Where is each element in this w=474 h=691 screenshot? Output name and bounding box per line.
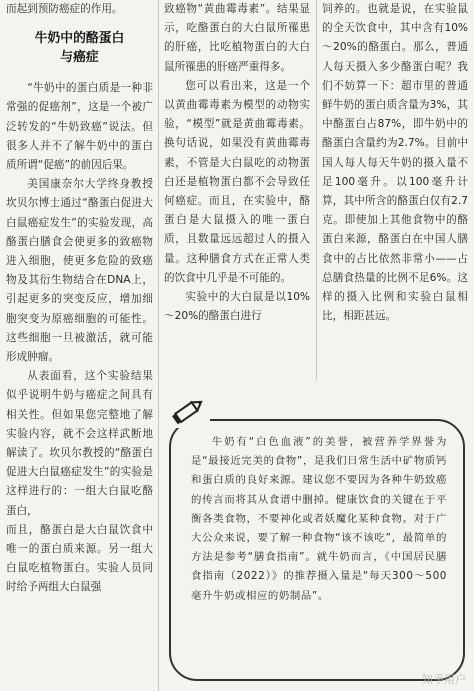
intro-text: 而起到预防癌症的作用。 bbox=[6, 3, 123, 15]
paragraph: 实验中的大白鼠是以10%～20%的酪蛋白进行 bbox=[164, 291, 310, 323]
paragraph: 美国康奈尔大学终身教授坎贝尔博士通过“酪蛋白促进大白鼠癌症发生”的实验发现，高酪蛋白膳食会使更多的致癌物进入细胞，使更多危险的致癌物及其衍生物结合在DNA上，引起更多的突变反应，增加细胞突变为原癌细胞的可能性。这些细胞一旦被激活，就可能形成肿瘤。 bbox=[6, 178, 153, 364]
column-divider bbox=[316, 0, 317, 380]
section-heading-line-1: 牛奶中的酪蛋白 bbox=[34, 31, 125, 47]
tip-box bbox=[169, 419, 465, 681]
text-column-3 bbox=[322, 0, 468, 326]
section-heading bbox=[6, 29, 153, 67]
watermark: 知乎用户 bbox=[422, 673, 466, 686]
section-heading-line-2: 与癌症 bbox=[60, 50, 99, 66]
column-divider bbox=[158, 0, 159, 691]
text-column-1 bbox=[6, 0, 153, 598]
paragraph: 饲养的。也就是说，在实验鼠的全天饮食中，其中含有10%～20%的酪蛋白。那么，普通人每天摄入多少酪蛋白呢？我们不妨算一下：超市里的普通鲜牛奶的蛋白质含量为3%，其中酪蛋白占87%，即牛奶中的酪蛋白含量约为2.7%。目前中国人每人每天牛奶的摄入量不足100毫升。以100毫升计算，其中所含的酪蛋白仅有2.7克。即使加上其他食物中的酪蛋白来源，酪蛋白在中国人膳食中的占比依然非常小——占总膳食热量的比例不足6%。这样的摄入比例和实验白鼠相比，相距甚远。 bbox=[322, 3, 468, 323]
paragraph: 致癌物“黄曲霉毒素”。结果显示，吃酪蛋白的大白鼠所罹患的肝癌，比吃植物蛋白的大白鼠所罹患的肝癌严重得多。 bbox=[164, 3, 310, 73]
paragraph: 您可以看出来，这是一个以黄曲霉毒素为模型的动物实验，“模型”就是黄曲霉毒素。换句话说，如果没有黄曲霉毒素，不管是大白鼠吃的动物蛋白还是植物蛋白都不会导致任何癌症。而且，在实验中，酪蛋白是大鼠摄入的唯一蛋白质，且数量远远超过人的摄入量。这种膳食方式在正常人类的饮食中几乎是不可能的。 bbox=[164, 79, 310, 284]
paragraph: 从表面看，这个实验结果似乎说明牛奶与癌症之间具有相关性。但如果您完整地了解实验内容，就不会这样武断地解读了。坎贝尔教授的“酪蛋白促进大白鼠癌症发生”的实验是这样进行的：一组大白鼠吃酪蛋白， bbox=[6, 370, 153, 517]
paragraph: “牛奶中的蛋白质是一种非常强的促癌剂”，这是一个被广泛转发的“牛奶致癌”说法。但很多人并不了解牛奶中的蛋白质所谓“促癌”的前因后果。 bbox=[6, 82, 153, 172]
tip-text: 牛奶有“白色血液”的美誉，被营养学界誉为是“最接近完美的食物”，是我们日常生活中矿物质钙和蛋白质的良好来源。建议您不要因为各种牛奶致癌的传言而将其从食谱中删掉。健康饮食的关键在于平衡各类食物，不要神化或者妖魔化某种食物。对于广大公众来说，要了解一种食物“该不该吃”，最简单的方法是参考“膳食指南”。就牛奶而言，《中国居民膳食指南（2022）》的推荐摄入量是“每天300～500毫升牛奶或相应的奶制品”。 bbox=[191, 436, 447, 602]
text-column-2 bbox=[164, 0, 310, 326]
paragraph: 而且，酪蛋白是大白鼠饮食中唯一的蛋白质来源。另一组大白鼠吃植物蛋白。实验人员同时给予两组大白鼠强 bbox=[6, 523, 153, 594]
pencil-icon bbox=[166, 394, 210, 428]
